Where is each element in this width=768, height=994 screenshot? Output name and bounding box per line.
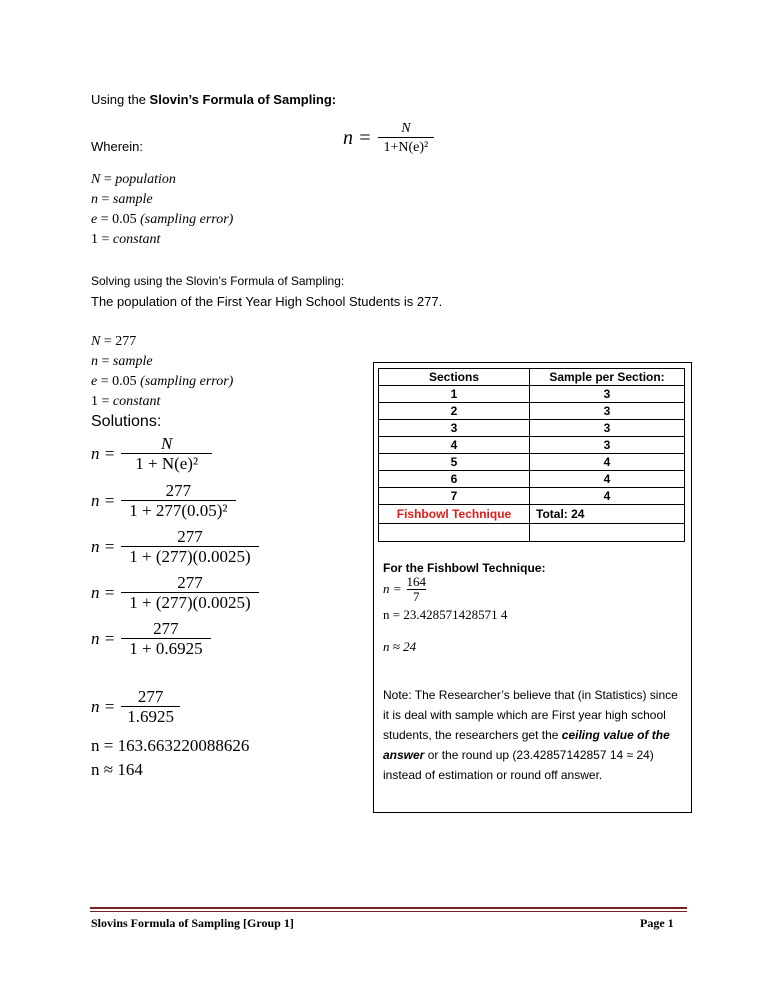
result-block bbox=[91, 734, 249, 782]
solution-step: n = $\frac{277}{\text{1 + 277(0.05)²}}$ bbox=[91, 482, 236, 521]
solution-step: n = $\frac{277}{1 + (277)(0.0025)}$ bbox=[91, 528, 259, 567]
header-sections: Sections bbox=[379, 369, 530, 386]
fishbowl-result: n = 23.428571428571 4 bbox=[383, 607, 508, 622]
table-row: 1 3 bbox=[379, 386, 685, 403]
formula-denominator: 1+N(e)² bbox=[378, 137, 435, 155]
footer-rule bbox=[90, 907, 687, 909]
solution-step: n = $\frac{N}{\text{1 + N(e)²}}$ bbox=[91, 435, 212, 474]
solution-step: n = $\frac{277}{1.6925}$ bbox=[91, 688, 180, 727]
heading-prefix: Using the bbox=[91, 92, 150, 107]
solving-heading: Solving using the Slovin’s Formula of Sampling: bbox=[91, 274, 345, 288]
population-statement: The population of the First Year High School Students is 277. bbox=[91, 294, 443, 309]
fishbowl-equation: n = $\frac{164}{7}$ bbox=[383, 574, 427, 604]
formula-numerator: N bbox=[401, 121, 411, 136]
fishbowl-label: Fishbowl Technique bbox=[379, 505, 530, 524]
fishbowl-approx: n ≈ 24 bbox=[383, 639, 417, 654]
table-row: 2 3 bbox=[379, 403, 685, 420]
table-row-empty bbox=[379, 524, 685, 542]
header-sample: Sample per Section: bbox=[530, 369, 685, 386]
given-line: n = sample bbox=[91, 354, 153, 369]
wherein-label: Wherein: bbox=[91, 139, 144, 154]
given-line: e = 0.05 (sampling error) bbox=[91, 374, 234, 389]
formula-fraction bbox=[378, 122, 435, 155]
footer-title: Slovins Formula of Sampling [Group 1] bbox=[91, 916, 294, 930]
solutions-label: Solutions: bbox=[91, 413, 162, 430]
table-row: 4 3 bbox=[379, 437, 685, 454]
solution-step: n = $\frac{277}{1 + (277)(0.0025)}$ bbox=[91, 574, 259, 613]
formula-lhs: n = bbox=[343, 127, 372, 150]
note-paragraph: Note: The Researcher’s believe that (in Statistics) since it is deal with sample which are First year high school students, the researchers get the ceiling value of the answer or the round up (23.42857142857 14 ≈ 24) instead of estimation or round off answer. bbox=[383, 688, 678, 782]
table-row: 5 4 bbox=[379, 454, 685, 471]
main-formula bbox=[343, 122, 434, 155]
table-row-fishbowl bbox=[379, 505, 685, 524]
result-line: n ≈ 164 bbox=[91, 760, 143, 779]
table-header-row bbox=[379, 369, 685, 386]
total-label: Total: 24 bbox=[530, 505, 685, 524]
solution-step: n = $\frac{277}{1 + 0.6925}$ bbox=[91, 620, 211, 659]
heading-bold: Slovin’s Formula of Sampling: bbox=[149, 92, 337, 107]
page-number: Page 1 bbox=[640, 916, 674, 930]
page-heading bbox=[91, 92, 336, 107]
sections-table bbox=[378, 368, 685, 542]
given-line: N = 277 bbox=[91, 334, 137, 349]
definition-line: 1 = constant bbox=[91, 232, 161, 247]
definitions-block bbox=[91, 170, 233, 250]
given-block bbox=[91, 332, 233, 412]
definition-line: n = sample bbox=[91, 192, 153, 207]
table-row: 3 3 bbox=[379, 420, 685, 437]
fishbowl-heading: For the Fishbowl Technique: bbox=[383, 561, 546, 575]
definition-line: N = population bbox=[91, 172, 176, 187]
definition-line: e = 0.05 (sampling error) bbox=[91, 212, 234, 227]
footer-rule-thin bbox=[90, 911, 687, 912]
given-line: 1 = constant bbox=[91, 394, 161, 409]
table-row: 7 4 bbox=[379, 488, 685, 505]
table-row: 6 4 bbox=[379, 471, 685, 488]
result-line: n = 163.663220088626 bbox=[91, 736, 250, 755]
